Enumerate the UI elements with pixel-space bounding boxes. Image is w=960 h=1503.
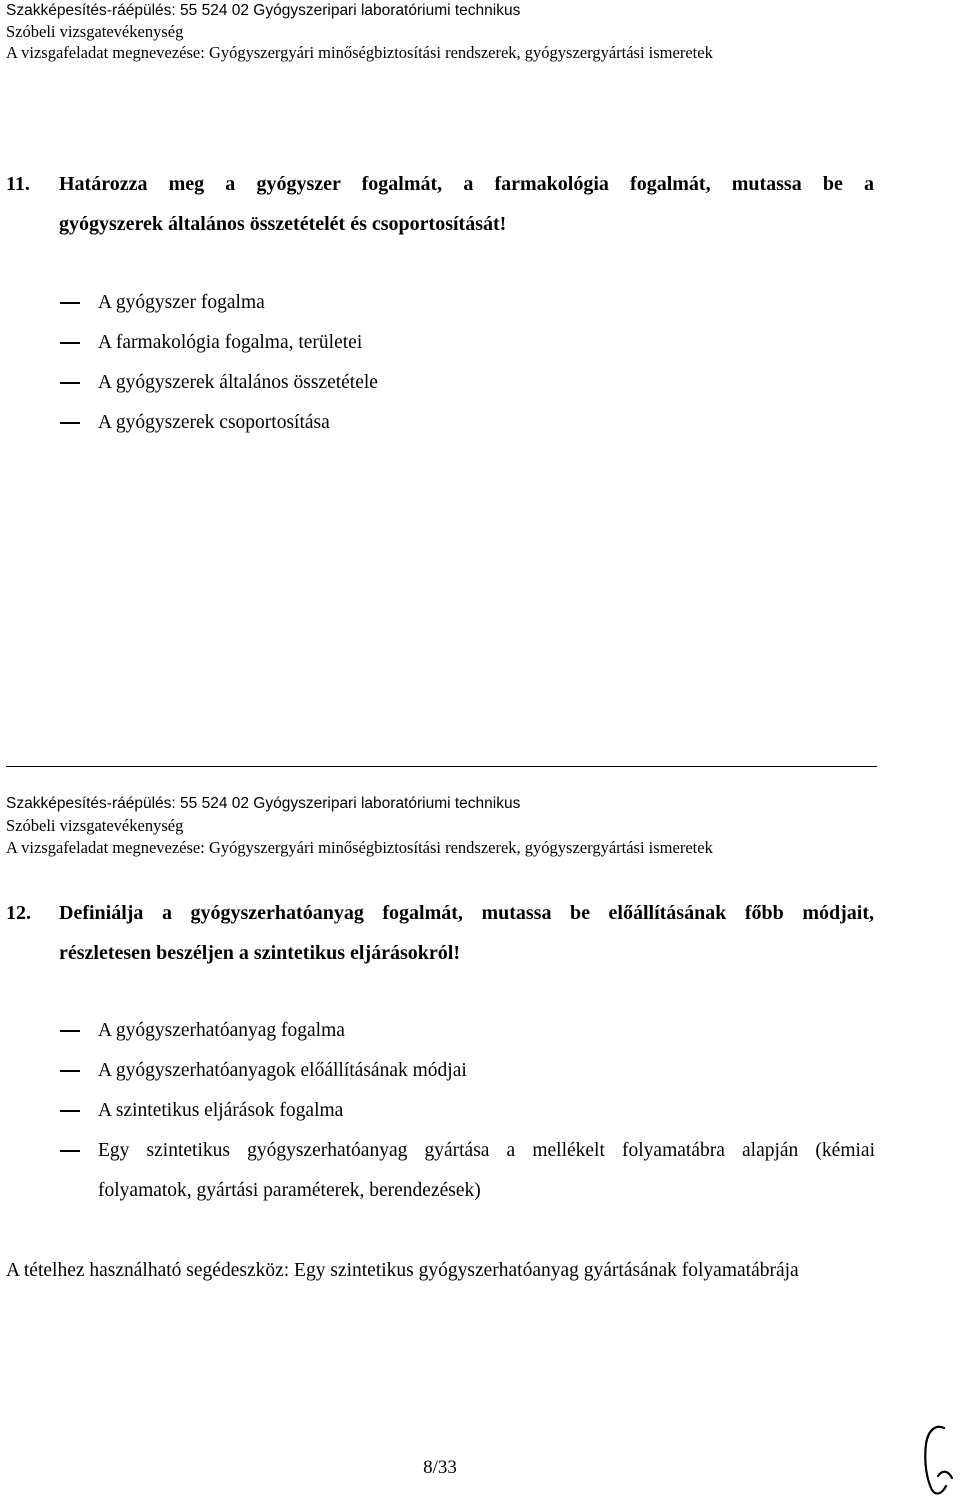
list-item: A gyógyszerhatóanyagok előállításának módjai — [60, 1051, 875, 1091]
dash-bullet — [60, 302, 80, 304]
list-item: A gyógyszerek csoportosítása — [60, 403, 875, 443]
question-text-line-2: részletesen beszéljen a szintetikus eljárásokról! — [59, 942, 461, 964]
question-number: 12. — [6, 902, 31, 924]
list-item: A gyógyszer fogalma — [60, 283, 875, 323]
dash-bullet — [60, 342, 80, 344]
header-mid-line-1: Szakképesítés-ráépülés: 55 524 02 Gyógyszeripari laboratóriumi technikus — [6, 795, 521, 812]
page-separator — [6, 766, 877, 767]
header-mid-line-3: A vizsgafeladat megnevezése: Gyógyszergyári minőségbiztosítási rendszerek, gyógyszergyártási ismeretek — [6, 838, 713, 857]
aid-text: A tételhez használható segédeszköz: Egy szintetikus gyógyszerhatóanyag gyártásának folyamatábrája — [6, 1260, 799, 1281]
question-text-line-1: Definiálja a gyógyszerhatóanyag fogalmát, mutassa be előállításának főbb módjait, — [59, 902, 874, 924]
dash-bullet — [60, 1070, 80, 1072]
list-item: Egy szintetikus gyógyszerhatóanyag gyártása a mellékelt folyamatábra alapján (kémiai folyamatok, gyártási paraméterek, berendezések) — [60, 1131, 875, 1211]
header-top-line-2: Szóbeli vizsgatevékenység — [6, 22, 184, 41]
question-11 — [6, 164, 874, 244]
dash-bullet — [60, 1150, 80, 1152]
page-number: 8/33 — [423, 1457, 457, 1478]
list-item: A gyógyszerek általános összetétele — [60, 363, 875, 403]
header-top-line-1: Szakképesítés-ráépülés: 55 524 02 Gyógyszeripari laboratóriumi technikus — [6, 2, 521, 19]
list-item: A farmakológia fogalma, területei — [60, 323, 875, 363]
dash-bullet — [60, 382, 80, 384]
dash-bullet — [60, 1110, 80, 1112]
list-item: A szintetikus eljárások fogalma — [60, 1091, 875, 1131]
question-12-topics — [60, 1011, 875, 1211]
question-number: 11. — [6, 173, 30, 195]
dash-bullet — [60, 422, 80, 424]
dash-bullet — [60, 1030, 80, 1032]
question-12 — [6, 893, 874, 973]
header-top-line-3: A vizsgafeladat megnevezése: Gyógyszergyári minőségbiztosítási rendszerek, gyógyszergyártási ismeretek — [6, 43, 713, 62]
header-mid-line-2: Szóbeli vizsgatevékenység — [6, 816, 184, 835]
question-text-line-1: Határozza meg a gyógyszer fogalmát, a farmakológia fogalmát, mutassa be a — [59, 173, 874, 195]
question-text-line-2: gyógyszerek általános összetételét és csoportosítását! — [59, 213, 507, 235]
question-11-topics — [60, 283, 875, 443]
list-item: A gyógyszerhatóanyag fogalma — [60, 1011, 875, 1051]
signature-mark — [918, 1420, 960, 1500]
